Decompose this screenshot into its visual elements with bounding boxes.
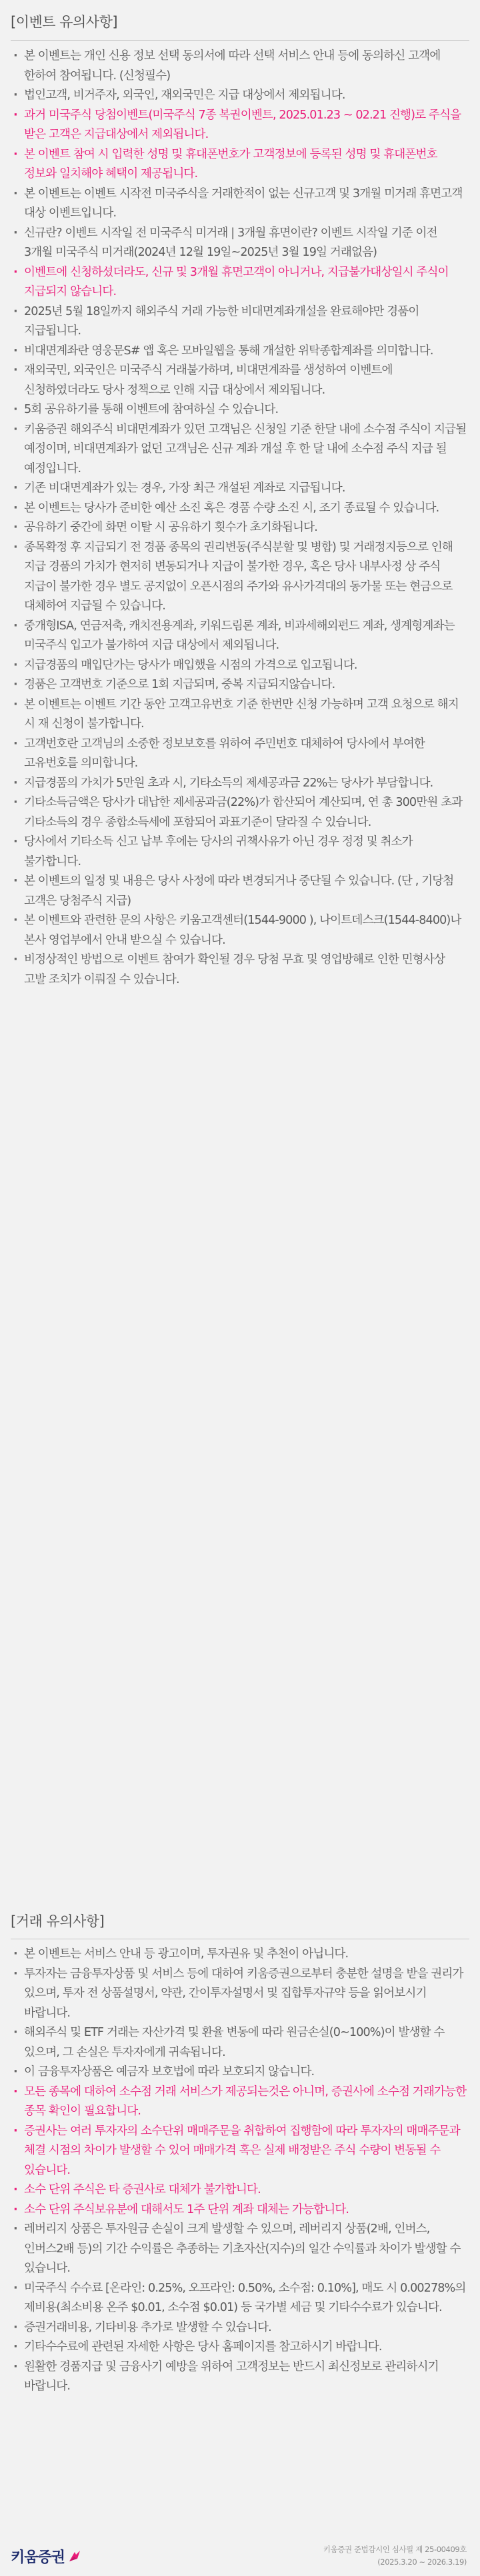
notice-item: · 과거 미국주식 당첨이벤트(미국주식 7종 복권이벤트, 2025.01.23 ~ 02.21 진행)로 주식을 받은 고객은 지급대상에서 제외됩니다.	[11, 106, 467, 145]
notice-item: · 증권사는 여러 투자자의 소수단위 매매주문을 취합하여 집행함에 따라 투자자의 매매주문과 체결 시점의 차이가 발생할 수 있어 매매가격 혹은 실제 배정받은 주식 수량이 변동될 수 있습니다.	[11, 2122, 467, 2181]
notice-item: · 당사에서 기타소득 신고 납부 후에는 당사의 귀책사유가 아닌 경우 정정 및 취소가 불가합니다.	[11, 832, 467, 872]
notice-item: · 본 이벤트는 이벤트 시작전 미국주식을 거래한적이 없는 신규고객 및 3개월 미거래 휴면고객 대상 이벤트입니다.	[11, 184, 467, 224]
compliance-period: (2025.3.20 ~ 2026.3.19)	[377, 2557, 467, 2567]
event-divider	[11, 40, 469, 41]
notice-item: · 5회 공유하기를 통해 이벤트에 참여하실 수 있습니다.	[11, 400, 467, 420]
notice-item: · 본 이벤트는 서비스 안내 등 광고이며, 투자권유 및 추천이 아닙니다.	[11, 1945, 467, 1965]
notice-item: · 기타소득금액은 당사가 대납한 제세공과금(22%)가 합산되어 계산되며, 연 총 300만원 초과 기타소득의 경우 종합소득세에 포함되어 과표기준이 달라질 수 있습니다.	[11, 793, 467, 832]
notice-item: · 지급경품의 가치가 5만원 초과 시, 기타소득의 제세공과금 22%는 당사가 부담합니다.	[11, 774, 467, 794]
notice-item: · 2025년 5월 18일까지 해외주식 거래 가능한 비대면계좌개설을 완료해야만 경품이 지급됩니다.	[11, 302, 467, 342]
notice-item: · 기타수수료에 관련된 자세한 사항은 당사 홈페이지를 참고하시기 바랍니다.	[11, 2338, 467, 2358]
notice-item: · 투자자는 금융투자상품 및 서비스 등에 대하여 키움증권으로부터 충분한 설명을 받을 권리가 있으며, 투자 전 상품설명서, 약관, 간이투자설명서 및 집합투자규약 등을 읽어보시기 바랍니다.	[11, 1965, 467, 2024]
notice-item: · 신규란? 이벤트 시작일 전 미국주식 미거래 | 3개월 휴면이란? 이벤트 시작일 기준 이전 3개월 미국주식 미거래(2024년 12월 19일~2025년 3월 19일 거래없음)	[11, 224, 467, 263]
notice-item: · 비정상적인 방법으로 이벤트 참여가 확인될 경우 당첨 무효 및 영업방해로 인한 민형사상 고발 조치가 이뤄질 수 있습니다.	[11, 950, 467, 990]
footer	[0, 2534, 480, 2576]
event-notice-title: [이벤트 유의사항]	[11, 14, 118, 30]
notice-item: · 본 이벤트와 관련한 문의 사항은 키움고객센터(1544-9000 ), 나이트데스크(1544-8400)나 본사 영업부에서 안내 받으실 수 있습니다.	[11, 911, 467, 950]
notice-item: · 기존 비대면계좌가 있는 경우, 가장 최근 개설된 계좌로 지급됩니다.	[11, 479, 467, 499]
logo-text: 키움증권	[11, 2549, 65, 2566]
notice-item: · 재외국민, 외국인은 미국주식 거래불가하며, 비대면계좌를 생성하여 이벤트에 신청하였더라도 당사 정책으로 인해 지급 대상에서 제외됩니다.	[11, 361, 467, 400]
notice-item: · 종목확정 후 지급되기 전 경품 종목의 권리변동(주식분할 및 병합) 및 거래정지등으로 인해 지급 경품의 가치가 현저히 변동되거나 지급이 불가한 경우, 혹은 당사 내부사정 상 주식 지급이 불가한 경우 별도 공지없이 오픈시점의 주가와 유사가격대의 동가물 또는 현금으로 대체하여 지급될 수 있습니다.	[11, 538, 467, 617]
notice-item: · 공유하기 중간에 화면 이탈 시 공유하기 횟수가 초기화됩니다.	[11, 518, 467, 538]
notice-item: · 증권거래비용, 기타비용 추가로 발생할 수 있습니다.	[11, 2318, 467, 2338]
notice-item: · 소수 단위 주식은 타 증권사로 대체가 불가합니다.	[11, 2180, 467, 2200]
notice-item: · 본 이벤트 참여 시 입력한 성명 및 휴대폰번호가 고객정보에 등록된 성명 및 휴대폰번호 정보와 일치해야 혜택이 제공됩니다.	[11, 145, 467, 184]
notice-item: · 모든 종목에 대하여 소수점 거래 서비스가 제공되는것은 아니며, 증권사에 소수점 거래가능한 종목 확인이 필요합니다.	[11, 2083, 467, 2122]
notice-item: · 본 이벤트는 당사가 준비한 예산 소진 혹은 경품 수량 소진 시, 조기 종료될 수 있습니다.	[11, 499, 467, 519]
notice-item: · 해외주식 및 ETF 거래는 자산가격 및 환율 변동에 따라 원금손실(0~100%)이 발생할 수 있으며, 그 손실은 투자자에게 귀속됩니다.	[11, 2023, 467, 2063]
event-notice-list	[11, 47, 467, 990]
trade-notice-list	[11, 1945, 467, 2397]
kiwoom-logo	[11, 2546, 82, 2566]
notice-item: · 레버리지 상품은 투자원금 손실이 크게 발생할 수 있으며, 레버리지 상품(2배, 인버스, 인버스2배 등)의 기간 수익률은 추종하는 기초자산(지수)의 일간 수익률과 차이가 발생할 수 있습니다.	[11, 2220, 467, 2279]
compliance-number: 키움증권 준법감시인 심사필 제 25-00409호	[323, 2545, 467, 2554]
notice-item: · 키움증권 해외주식 비대면계좌가 있던 고객님은 신청일 기준 한달 내에 소수점 주식이 지급될 예정이며, 비대면계좌가 없던 고객님은 신규 계좌 개설 후 한 달 내에 소수점 주식 지급 될 예정입니다.	[11, 420, 467, 480]
notice-item: · 중개형ISA, 연금저축, 캐치전용계좌, 키워드림론 계좌, 비과세해외펀드 계좌, 생계형계좌는 미국주식 입고가 불가하여 지급 대상에서 제외됩니다.	[11, 617, 467, 656]
notice-item: · 비대면계좌란 영웅문S# 앱 혹은 모바일웹을 통해 개설한 위탁종합계좌를 의미합니다.	[11, 342, 467, 362]
notice-item: · 고객번호란 고객님의 소중한 정보보호를 위하여 주민번호 대체하여 당사에서 부여한 고유번호를 의미합니다.	[11, 735, 467, 774]
trade-notice-title: [거래 유의사항]	[11, 1913, 105, 1929]
notice-item: · 법인고객, 비거주자, 외국인, 재외국민은 지급 대상에서 제외됩니다.	[11, 86, 467, 106]
notice-item: · 본 이벤트의 일정 및 내용은 당사 사정에 따라 변경되거나 중단될 수 있습니다. (단 , 기당첨 고객은 당첨주식 지급)	[11, 872, 467, 911]
notice-item: · 이벤트에 신청하셨더라도, 신규 및 3개월 휴면고객이 아니거나, 지급불가대상일시 주식이 지급되지 않습니다.	[11, 263, 467, 302]
notice-item: · 지급경품의 매입단가는 당사가 매입했을 시점의 가격으로 입고됩니다.	[11, 656, 467, 676]
notice-item: · 이 금융투자상품은 예금자 보호법에 따라 보호되지 않습니다.	[11, 2063, 467, 2083]
notice-item: · 경품은 고객번호 기준으로 1회 지급되며, 중복 지급되지않습니다.	[11, 675, 467, 695]
notice-item: · 본 이벤트는 개인 신용 정보 선택 동의서에 따라 선택 서비스 안내 등에 동의하신 고객에 한하여 참여됩니다. (신청필수)	[11, 47, 467, 86]
notice-item: · 소수 단위 주식보유분에 대해서도 1주 단위 계좌 대체는 가능합니다.	[11, 2200, 467, 2220]
notice-item: · 원활한 경품지급 및 금융사기 예방을 위하여 고객정보는 반드시 최신정보로 관리하시기 바랍니다.	[11, 2358, 467, 2397]
compliance-notice	[323, 2543, 467, 2569]
notice-item: · 미국주식 수수료 [온라인: 0.25%, 오프라인: 0.50%, 소수점: 0.10%], 매도 시 0.00278%의 제비용(최소비용 온주 $0.01, 소수점 $0.01) 등 국가별 세금 및 기타수수료가 있습니다.	[11, 2279, 467, 2318]
notice-item: · 본 이벤트는 이벤트 기간 동안 고객고유번호 기준 한번만 신청 가능하며 고객 요청으로 해지 시 재 신청이 불가합니다.	[11, 695, 467, 735]
kiwoom-logo-mark-icon	[67, 2549, 82, 2563]
